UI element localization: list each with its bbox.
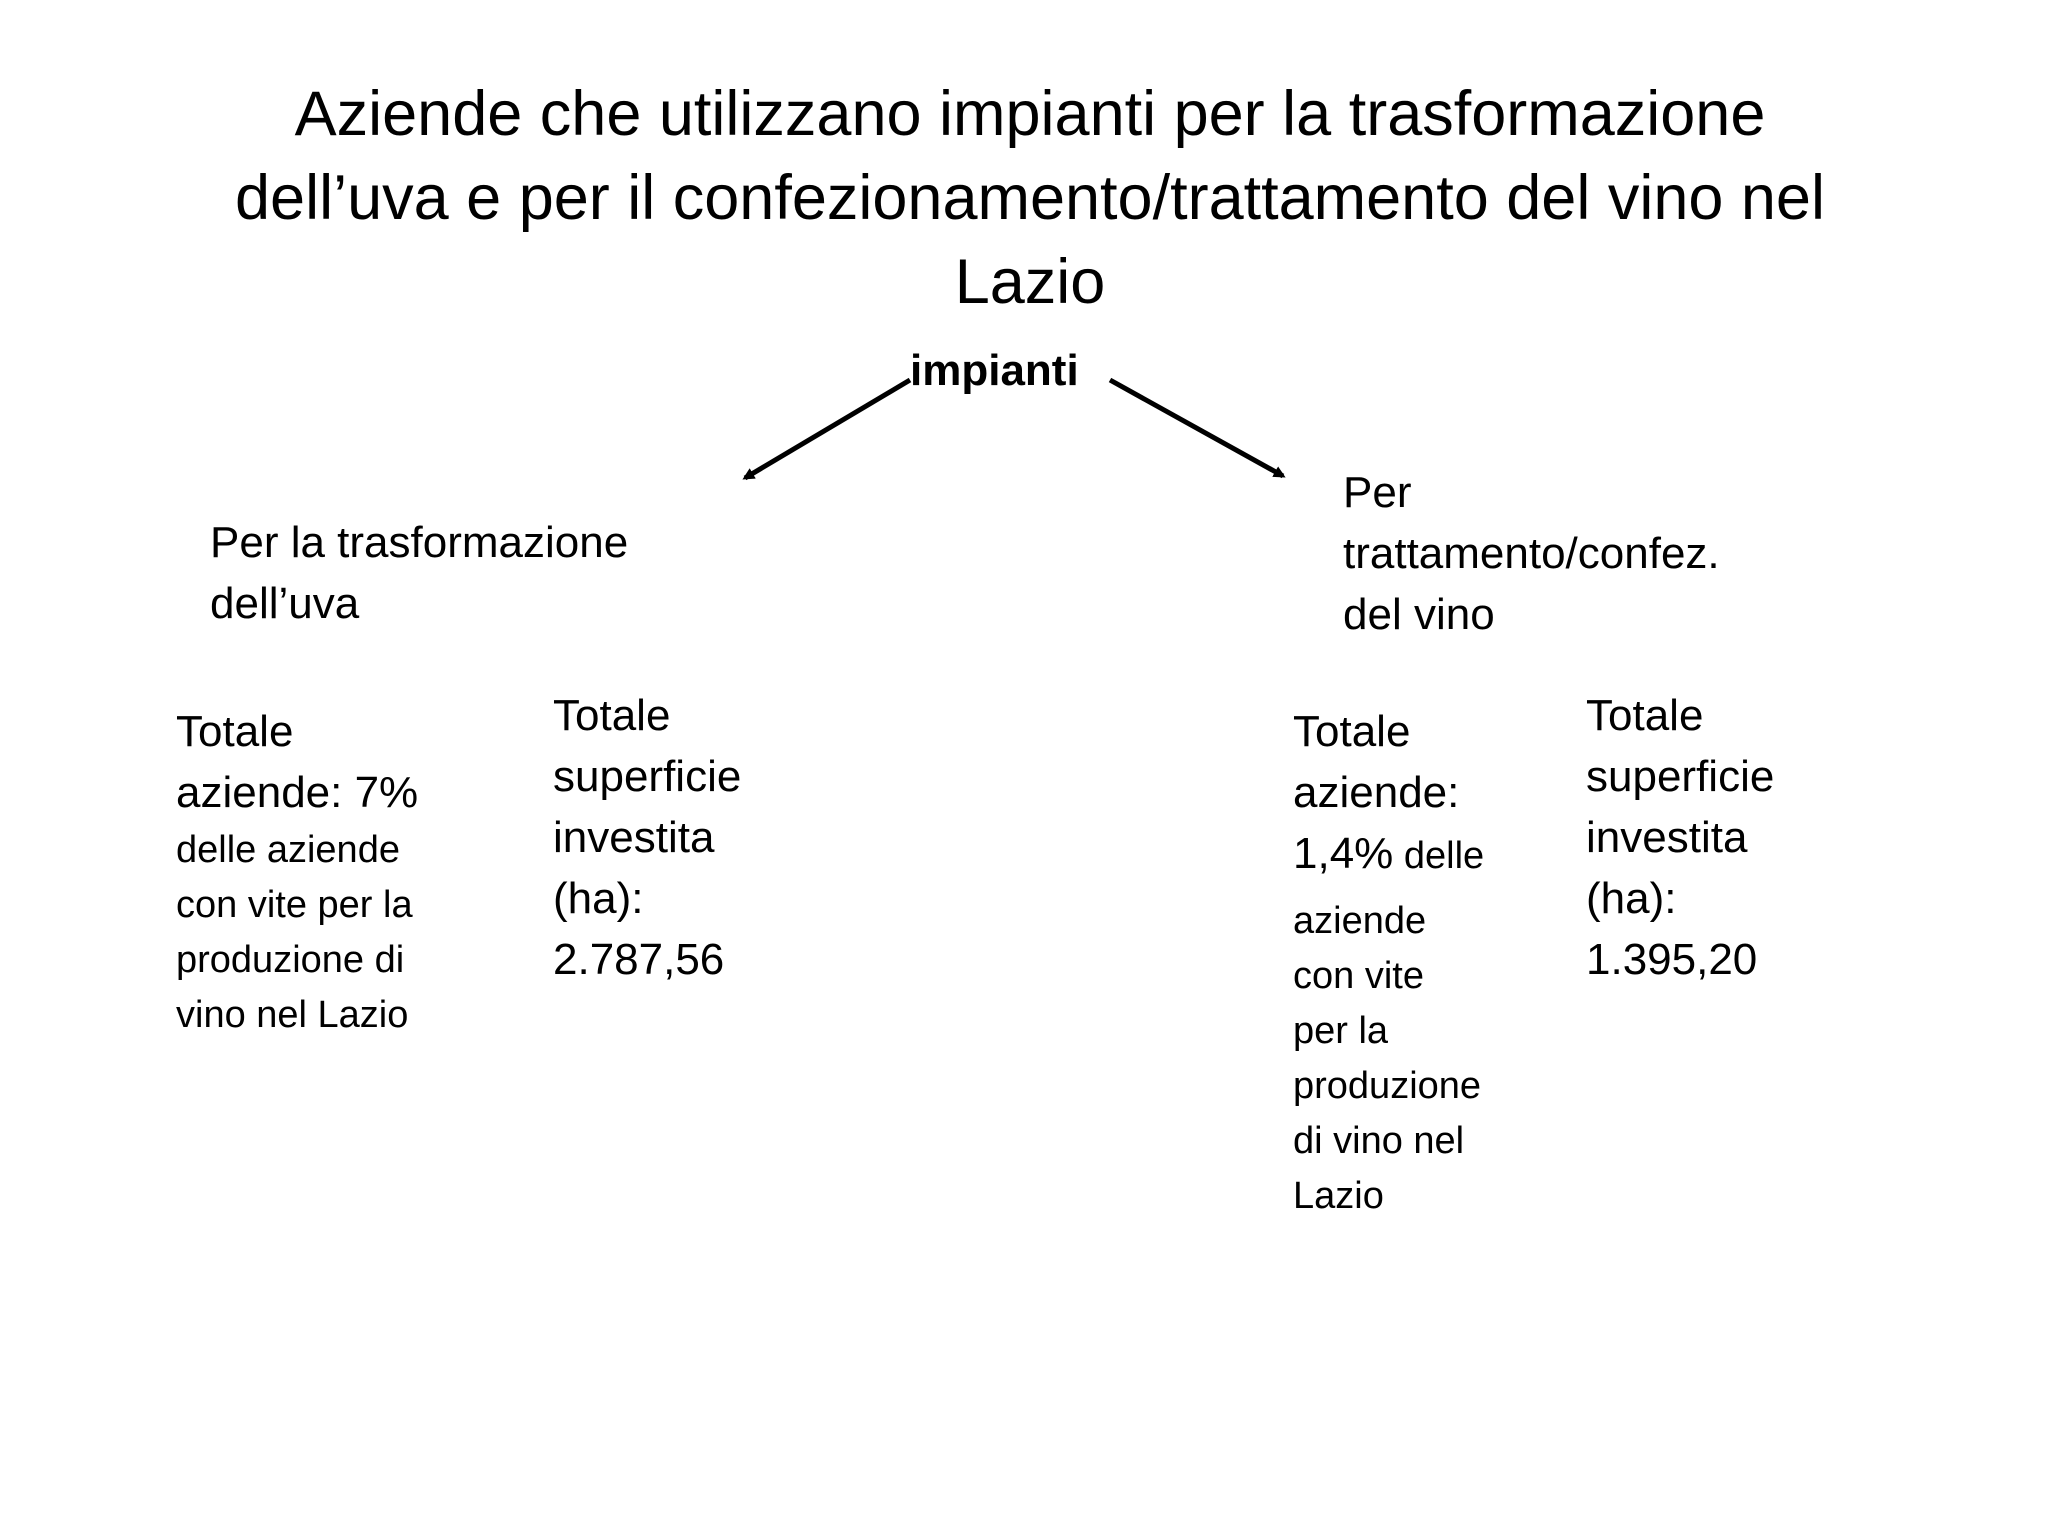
branch-right-label-line-2: trattamento/confez. — [1343, 529, 1720, 578]
right-superficie-line-1: Totale — [1586, 691, 1704, 740]
right-totale-aziende — [1293, 701, 1484, 1224]
branch-right-label-line-3: del vino — [1343, 590, 1495, 639]
left-superficie-line-1: Totale — [553, 691, 671, 740]
left-aziende-line-3: delle aziende — [176, 829, 400, 871]
title-line-3: Lazio — [954, 247, 1106, 317]
right-superficie-value: 1.395,20 — [1586, 935, 1758, 984]
right-aziende-line-8: di vino nel — [1293, 1120, 1465, 1162]
left-superficie-line-3: investita — [553, 813, 715, 862]
right-aziende-line-3 — [1293, 823, 1484, 894]
right-aziende-line-9: Lazio — [1293, 1175, 1384, 1217]
right-aziende-line-7: produzione — [1293, 1065, 1482, 1107]
left-aziende-line-6: vino nel Lazio — [176, 994, 409, 1036]
arrow-right — [1110, 380, 1283, 476]
arrow-left — [745, 380, 910, 478]
branch-right-label-line-1: Per — [1343, 468, 1412, 517]
right-superficie-line-3: investita — [1586, 813, 1748, 862]
left-superficie-value: 2.787,56 — [553, 935, 725, 984]
left-superficie-line-2: superficie — [553, 752, 742, 801]
branch-left-label-line-1: Per la trasformazione — [210, 518, 629, 567]
right-aziende-line-2: aziende: — [1293, 768, 1460, 817]
left-totale-superficie — [553, 685, 741, 990]
right-aziende-line-4: aziende — [1293, 900, 1427, 942]
right-superficie-line-4: (ha): — [1586, 874, 1677, 923]
root-node-impianti: impianti — [910, 346, 1079, 395]
right-aziende-delle: delle — [1393, 835, 1485, 877]
left-aziende-line-5: produzione di — [176, 939, 405, 981]
title-line-2: dell’uva e per il confezionamento/trattamento del vino nel — [235, 163, 1825, 233]
left-aziende-line-1: Totale — [176, 707, 294, 756]
left-superficie-line-4: (ha): — [553, 874, 644, 923]
left-totale-aziende — [176, 701, 418, 1043]
left-aziende-line-4: con vite per la — [176, 884, 413, 926]
right-aziende-line-1: Totale — [1293, 707, 1411, 756]
title-line-1: Aziende che utilizzano impianti per la trasformazione — [294, 79, 1766, 149]
right-aziende-line-6: per la — [1293, 1010, 1389, 1052]
branch-left-label-line-2: dell’uva — [210, 579, 360, 628]
branch-right-label — [1343, 462, 1720, 645]
branch-left-label — [210, 512, 628, 634]
left-aziende-line-2: aziende: 7% — [176, 768, 419, 817]
right-superficie-line-2: superficie — [1586, 752, 1775, 801]
right-aziende-percent: 1,4% — [1293, 829, 1394, 878]
right-aziende-line-5: con vite — [1293, 955, 1424, 997]
right-totale-superficie — [1586, 685, 1774, 990]
